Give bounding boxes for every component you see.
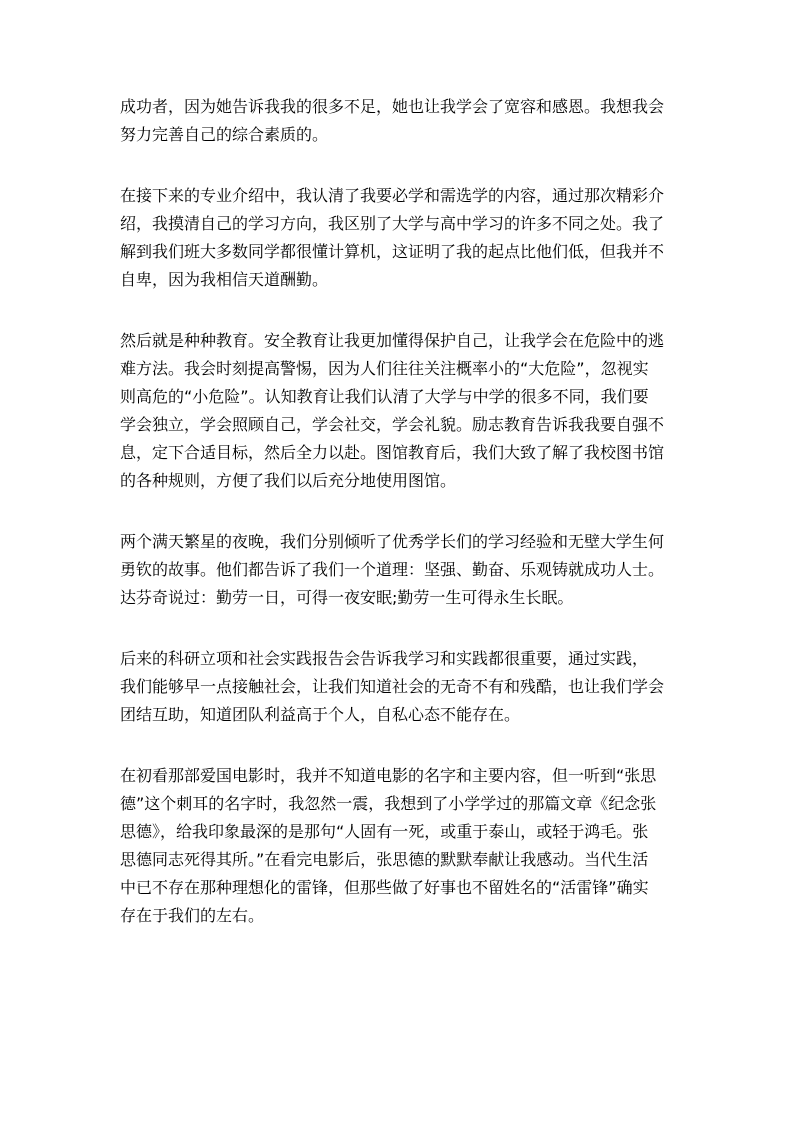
text-line: 存在于我们的左右。 bbox=[120, 906, 265, 925]
text-line: 达芬奇说过：勤劳一日，可得一夜安眠;勤劳一生可得永生长眠。 bbox=[120, 588, 574, 607]
text-line: 则高危的“小危险”。认知教育让我们认清了大学与中学的很多不同，我们要 bbox=[120, 387, 649, 406]
paragraph bbox=[120, 93, 680, 149]
text-line: 在接下来的专业介绍中，我认清了我要必学和需选学的内容，通过那次精彩介 bbox=[120, 186, 665, 205]
text-line: 两个满天繁星的夜晚，我们分别倾听了优秀学长们的学习经验和无壁大学生何 bbox=[120, 532, 665, 551]
text-line: 学会独立，学会照顾自己，学会社交，学会礼貌。励志教育告诉我我要自强不 bbox=[120, 415, 665, 434]
paragraph bbox=[120, 182, 680, 294]
paragraph bbox=[120, 645, 680, 729]
text-line: 我们能够早一点接触社会，让我们知道社会的无奇不有和残酷，也让我们学会 bbox=[120, 677, 665, 696]
text-line: 后来的科研立项和社会实践报告会告诉我学习和实践都很重要，通过实践， bbox=[120, 649, 649, 668]
text-line: 努力完善自己的综合素质的。 bbox=[120, 125, 329, 144]
text-line: 解到我们班大多数同学都很懂计算机，这证明了我的起点比他们低，但我并不 bbox=[120, 242, 665, 261]
text-line: 的各种规则，方便了我们以后充分地使用图馆。 bbox=[120, 471, 457, 490]
paragraph bbox=[120, 762, 680, 930]
text-line: 息，定下合适目标，然后全力以赴。图馆教育后，我们大致了解了我校图书馆 bbox=[120, 443, 665, 462]
text-line: 思德同志死得其所。”在看完电影后，张思德的默默奉献让我感动。当代生活 bbox=[120, 850, 649, 869]
text-line: 团结互助，知道团队利益高于个人，自私心态不能存在。 bbox=[120, 705, 521, 724]
text-line: 德”这个刺耳的名字时，我忽然一震，我想到了小学学过的那篇文章《纪念张 bbox=[120, 794, 657, 813]
text-line: 自卑，因为我相信天道酬勤。 bbox=[120, 270, 329, 289]
text-line: 绍，我摸清自己的学习方向，我区别了大学与高中学习的许多不同之处。我了 bbox=[120, 214, 665, 233]
text-line: 然后就是种种教育。安全教育让我更加懂得保护自己，让我学会在危险中的逃 bbox=[120, 331, 665, 350]
text-line: 在初看那部爱国电影时，我并不知道电影的名字和主要内容，但一听到“张思 bbox=[120, 766, 657, 785]
paragraph bbox=[120, 327, 680, 495]
document-page bbox=[120, 93, 680, 963]
text-line: 思德》，给我印象最深的是那句“人固有一死，或重于泰山，或轻于鸿毛。张 bbox=[120, 822, 649, 841]
text-line: 勇钦的故事。他们都告诉了我们一个道理：坚强、勤奋、乐观铸就成功人士。 bbox=[120, 560, 665, 579]
text-line: 难方法。我会时刻提高警惕，因为人们往往关注概率小的“大危险”，忽视实 bbox=[120, 359, 649, 378]
text-line: 中已不存在那种理想化的雷锋，但那些做了好事也不留姓名的“活雷锋”确实 bbox=[120, 878, 649, 897]
text-line: 成功者，因为她告诉我我的很多不足，她也让我学会了宽容和感恩。我想我会 bbox=[120, 97, 665, 116]
paragraph bbox=[120, 528, 680, 612]
